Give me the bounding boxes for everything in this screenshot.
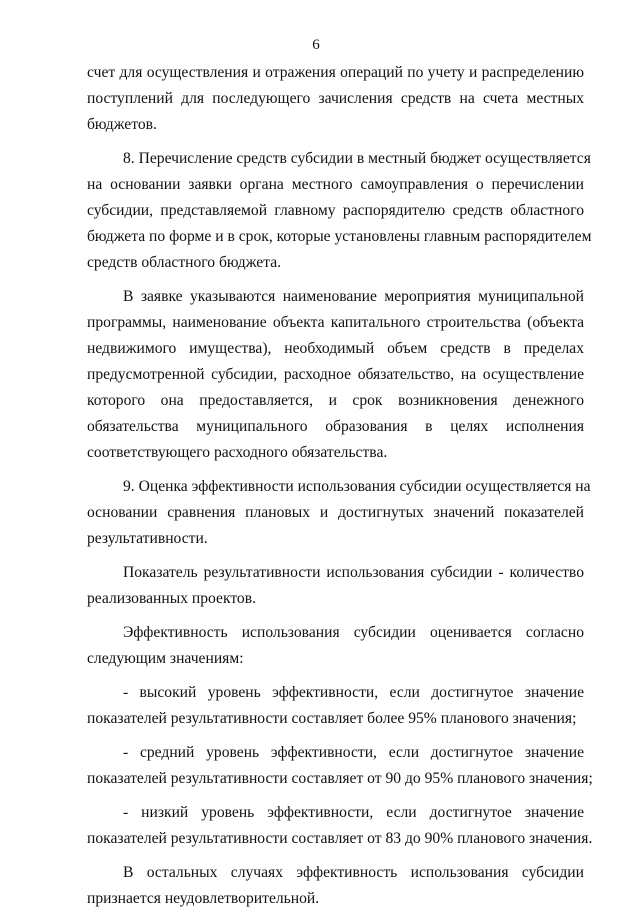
paragraph-line: 8. Перечисление средств субсидии в местный бюджет осуществляется	[123, 150, 591, 167]
paragraph-line: 9. Оценка эффективности использования субсидии осуществляется на	[123, 478, 591, 495]
paragraph-line: средств областного бюджета.	[87, 254, 282, 271]
paragraph-line: субсидии, представляемой главному распорядителю средств областного	[87, 202, 584, 219]
paragraph-line: счет для осуществления и отражения операций по учету и распределению	[87, 64, 584, 81]
paragraph-line: на основании заявки органа местного самоуправления о перечислении	[87, 176, 584, 193]
paragraph-line: показателей результативности составляет более 95% планового значения;	[87, 710, 577, 727]
paragraph	[87, 800, 593, 852]
paragraph-line: показателей результативности составляет от 90 до 95% планового значения;	[87, 770, 593, 787]
document-body	[87, 60, 593, 920]
paragraph-line: реализованных проектов.	[87, 590, 256, 607]
paragraph-line: недвижимого имущества), необходимый объем средств в пределах	[87, 340, 584, 357]
paragraph	[87, 740, 593, 792]
paragraph	[87, 146, 592, 276]
paragraph	[87, 284, 584, 466]
paragraph-line: предусмотренной субсидии, расходное обязательство, на осуществление	[87, 366, 584, 383]
paragraph	[87, 620, 584, 672]
paragraph	[87, 560, 584, 612]
paragraph	[87, 860, 584, 912]
paragraph-line: В заявке указываются наименование мероприятия муниципальной	[123, 288, 584, 305]
paragraph	[87, 474, 591, 552]
paragraph-line: показателей результативности составляет от 83 до 90% планового значения.	[87, 830, 593, 847]
paragraph-line: обязательства муниципального образования в целях исполнения	[87, 418, 584, 435]
paragraph	[87, 60, 584, 138]
paragraph-line: программы, наименование объекта капитального строительства (объекта	[87, 314, 584, 331]
paragraph-line: - низкий уровень эффективности, если достигнутое значение	[123, 804, 584, 821]
paragraph-line: основании сравнения плановых и достигнутых значений показателей	[87, 504, 584, 521]
paragraph	[87, 680, 584, 732]
page-number: 6	[312, 37, 320, 53]
paragraph-line: - средний уровень эффективности, если достигнутое значение	[123, 744, 584, 761]
paragraph-line: - высокий уровень эффективности, если достигнутое значение	[123, 684, 584, 701]
paragraph-line: Эффективность использования субсидии оценивается согласно	[123, 624, 584, 641]
paragraph-line: соответствующего расходного обязательства.	[87, 444, 388, 461]
paragraph-line: признается неудовлетворительной.	[87, 890, 320, 907]
paragraph-line: поступлений для последующего зачисления средств на счета местных	[87, 90, 584, 107]
paragraph-line: бюджетов.	[87, 116, 157, 133]
paragraph-line: которого она предоставляется, и срок возникновения денежного	[87, 392, 584, 409]
paragraph-line: Показатель результативности использования субсидии - количество	[123, 564, 584, 581]
paragraph-line: В остальных случаях эффективность использования субсидии	[123, 864, 584, 881]
paragraph-line: результативности.	[87, 530, 208, 547]
paragraph-line: следующим значениям:	[87, 650, 244, 667]
paragraph-line: бюджета по форме и в срок, которые установлены главным распорядителем	[87, 228, 592, 245]
